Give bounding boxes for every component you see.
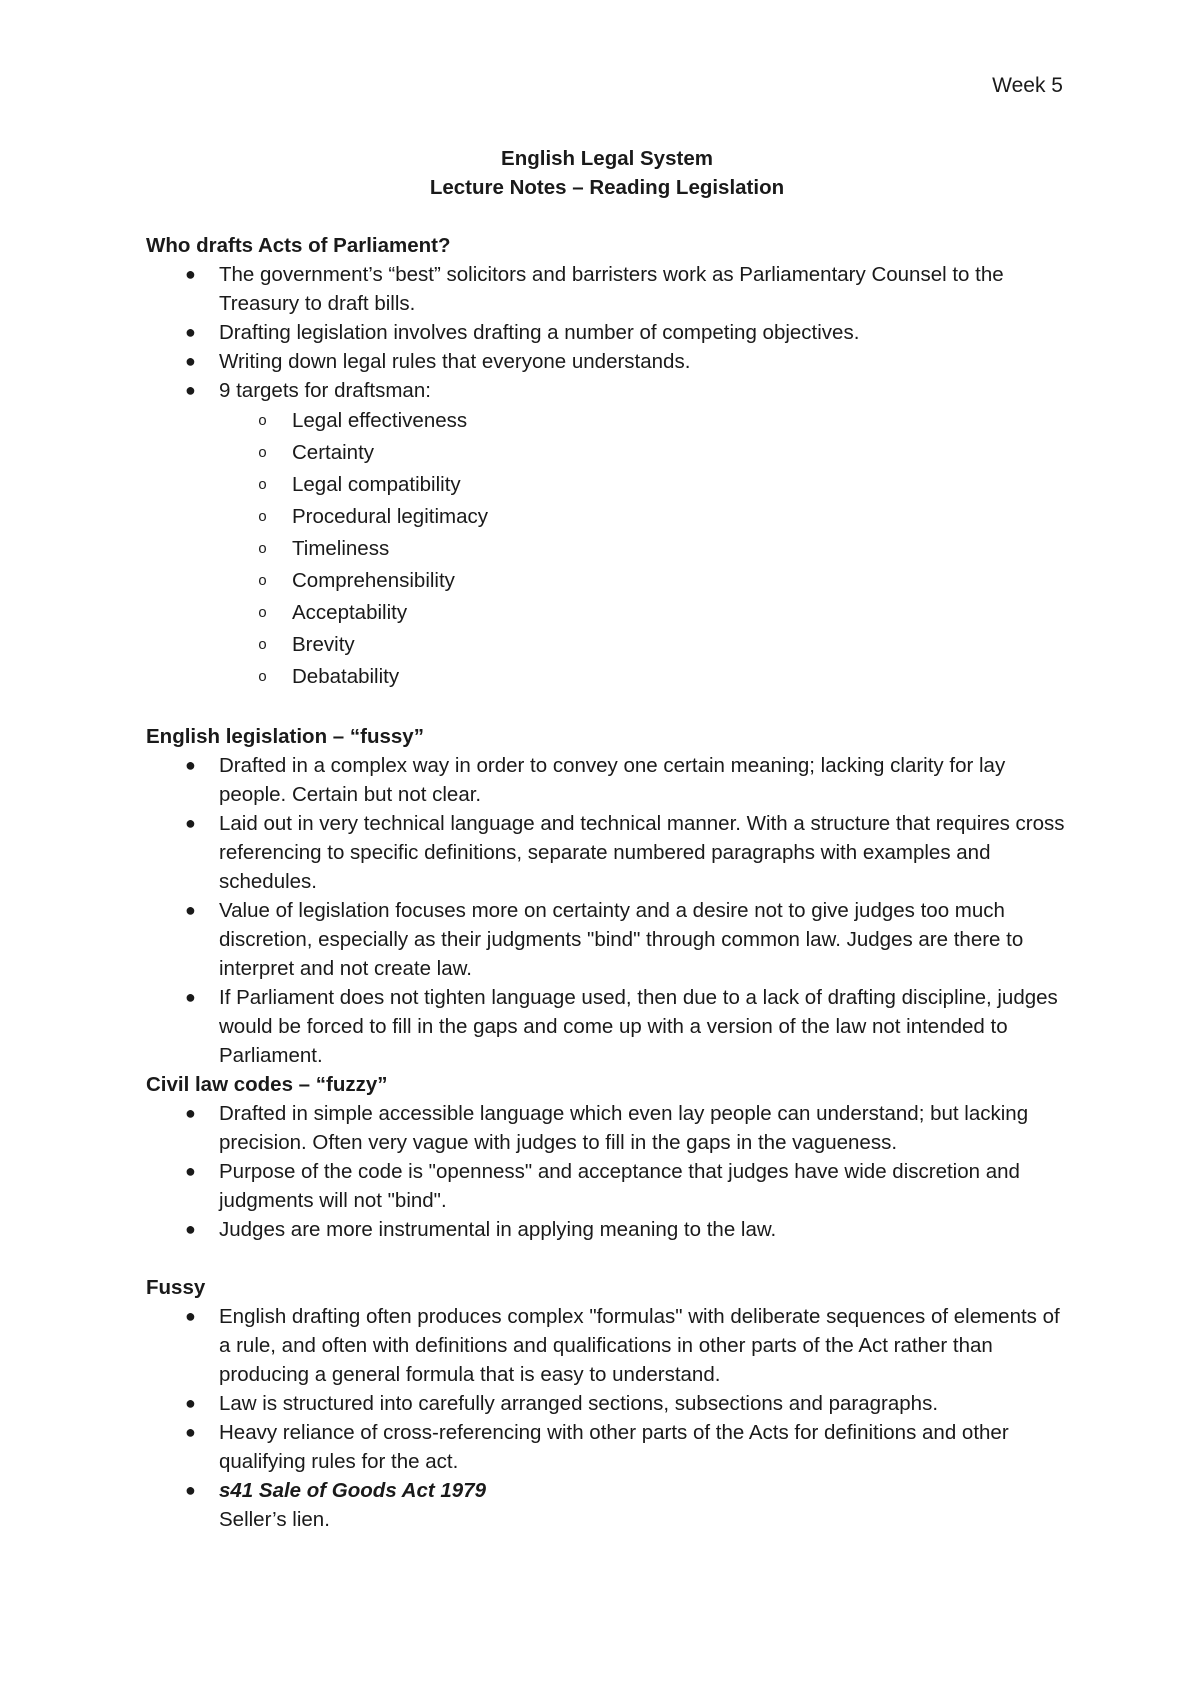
statute-title: s41 Sale of Goods Act 1979 [219,1479,486,1502]
bullet-icon: ● [185,264,196,284]
bullet-icon: ● [185,1480,196,1500]
list-item: ● Law is structured into carefully arranged sections, subsections and paragraphs. [146,1389,1068,1418]
list-item: ● English drafting often produces complex "formulas" with deliberate sequences of elements of a rule, and often with definitions and qualifications in other parts of the Act rather than producing a general formula that is easy to understand. [146,1302,1068,1389]
bullet-icon: ● [185,1219,196,1239]
sub-bullet-icon: o [258,541,268,558]
sub-bullet-icon: o [258,573,268,590]
list-item: ● 9 targets for draftsman: o Legal effectiveness o Certainty o Legal compatibility o Procedural legitimacy o Timeliness o Comprehensibility o Acceptability o Brevity o Debatability [146,376,1068,693]
target-item: o Legal effectiveness [146,405,1068,437]
bullet-list [146,751,1068,1070]
bullet-icon: ● [185,322,196,342]
bullet-icon: ● [185,1161,196,1181]
document-subtitle: Lecture Notes – Reading Legislation [429,176,785,199]
list-item [146,1476,1068,1534]
list-item: ● Heavy reliance of cross-referencing with other parts of the Acts for definitions and other qualifying rules for the act. [146,1418,1068,1476]
sub-bullet-icon: o [258,637,268,654]
target-item: o Debatability [146,661,1068,693]
list-item: ● Writing down legal rules that everyone understands. [146,347,1068,376]
sub-bullet-icon: o [258,509,268,526]
sub-bullet-icon: o [258,477,268,494]
week-label: Week 5 [992,74,1063,97]
target-item: o Acceptability [146,597,1068,629]
list-item: ● Judges are more instrumental in applying meaning to the law. [146,1215,1068,1244]
bullet-icon: ● [185,1306,196,1326]
document-body [146,144,1068,1534]
list-item: ● If Parliament does not tighten language used, then due to a lack of drafting discipline, judges would be forced to fill in the gaps and come up with a version of the law not intended to Parliament. [146,983,1068,1070]
bullet-icon: ● [185,1393,196,1413]
section-heading-who-drafts: Who drafts Acts of Parliament? [146,234,451,257]
target-item: o Brevity [146,629,1068,661]
bullet-list [146,1302,1068,1534]
sub-bullet-icon: o [258,669,268,686]
list-item: ● Laid out in very technical language and technical manner. With a structure that requires cross referencing to specific definitions, separate numbered paragraphs with examples and schedules. [146,809,1068,896]
bullet-icon: ● [185,380,196,400]
bullet-icon: ● [185,900,196,920]
sub-bullet-icon: o [258,413,268,430]
target-item: o Procedural legitimacy [146,501,1068,533]
sub-bullet-icon: o [258,445,268,462]
target-item: o Comprehensibility [146,565,1068,597]
targets-list [219,405,1068,693]
bullet-list [146,260,1068,693]
section-heading-english-legislation: English legislation – “fussy” [146,725,424,748]
target-item: o Timeliness [146,533,1068,565]
target-item: o Certainty [146,437,1068,469]
bullet-icon: ● [185,987,196,1007]
bullet-list [146,1099,1068,1244]
statute-text: Seller’s lien. [219,1508,330,1531]
bullet-icon: ● [185,813,196,833]
list-item: ● Drafted in simple accessible language which even lay people can understand; but lacking precision. Often very vague with judges to fill in the gaps in the vagueness. [146,1099,1068,1157]
section-heading-civil-law-codes: Civil law codes – “fuzzy” [146,1073,388,1096]
list-item: ● Drafting legislation involves drafting a number of competing objectives. [146,318,1068,347]
list-item: ● Purpose of the code is "openness" and acceptance that judges have wide discretion and judgments will not "bind". [146,1157,1068,1215]
bullet-icon: ● [185,1422,196,1442]
target-item: o Legal compatibility [146,469,1068,501]
list-item: ● Drafted in a complex way in order to convey one certain meaning; lacking clarity for lay people. Certain but not clear. [146,751,1068,809]
section-heading-fussy: Fussy [146,1276,206,1299]
sub-bullet-icon: o [258,605,268,622]
bullet-icon: ● [185,1103,196,1123]
document-title: English Legal System [501,147,713,170]
list-item: ● Value of legislation focuses more on certainty and a desire not to give judges too much discretion, especially as their judgments "bind" through common law. Judges are there to interpret and not create law. [146,896,1068,983]
bullet-icon: ● [185,755,196,775]
bullet-icon: ● [185,351,196,371]
list-item: ● The government’s “best” solicitors and barristers work as Parliamentary Counsel to the Treasury to draft bills. [146,260,1068,318]
